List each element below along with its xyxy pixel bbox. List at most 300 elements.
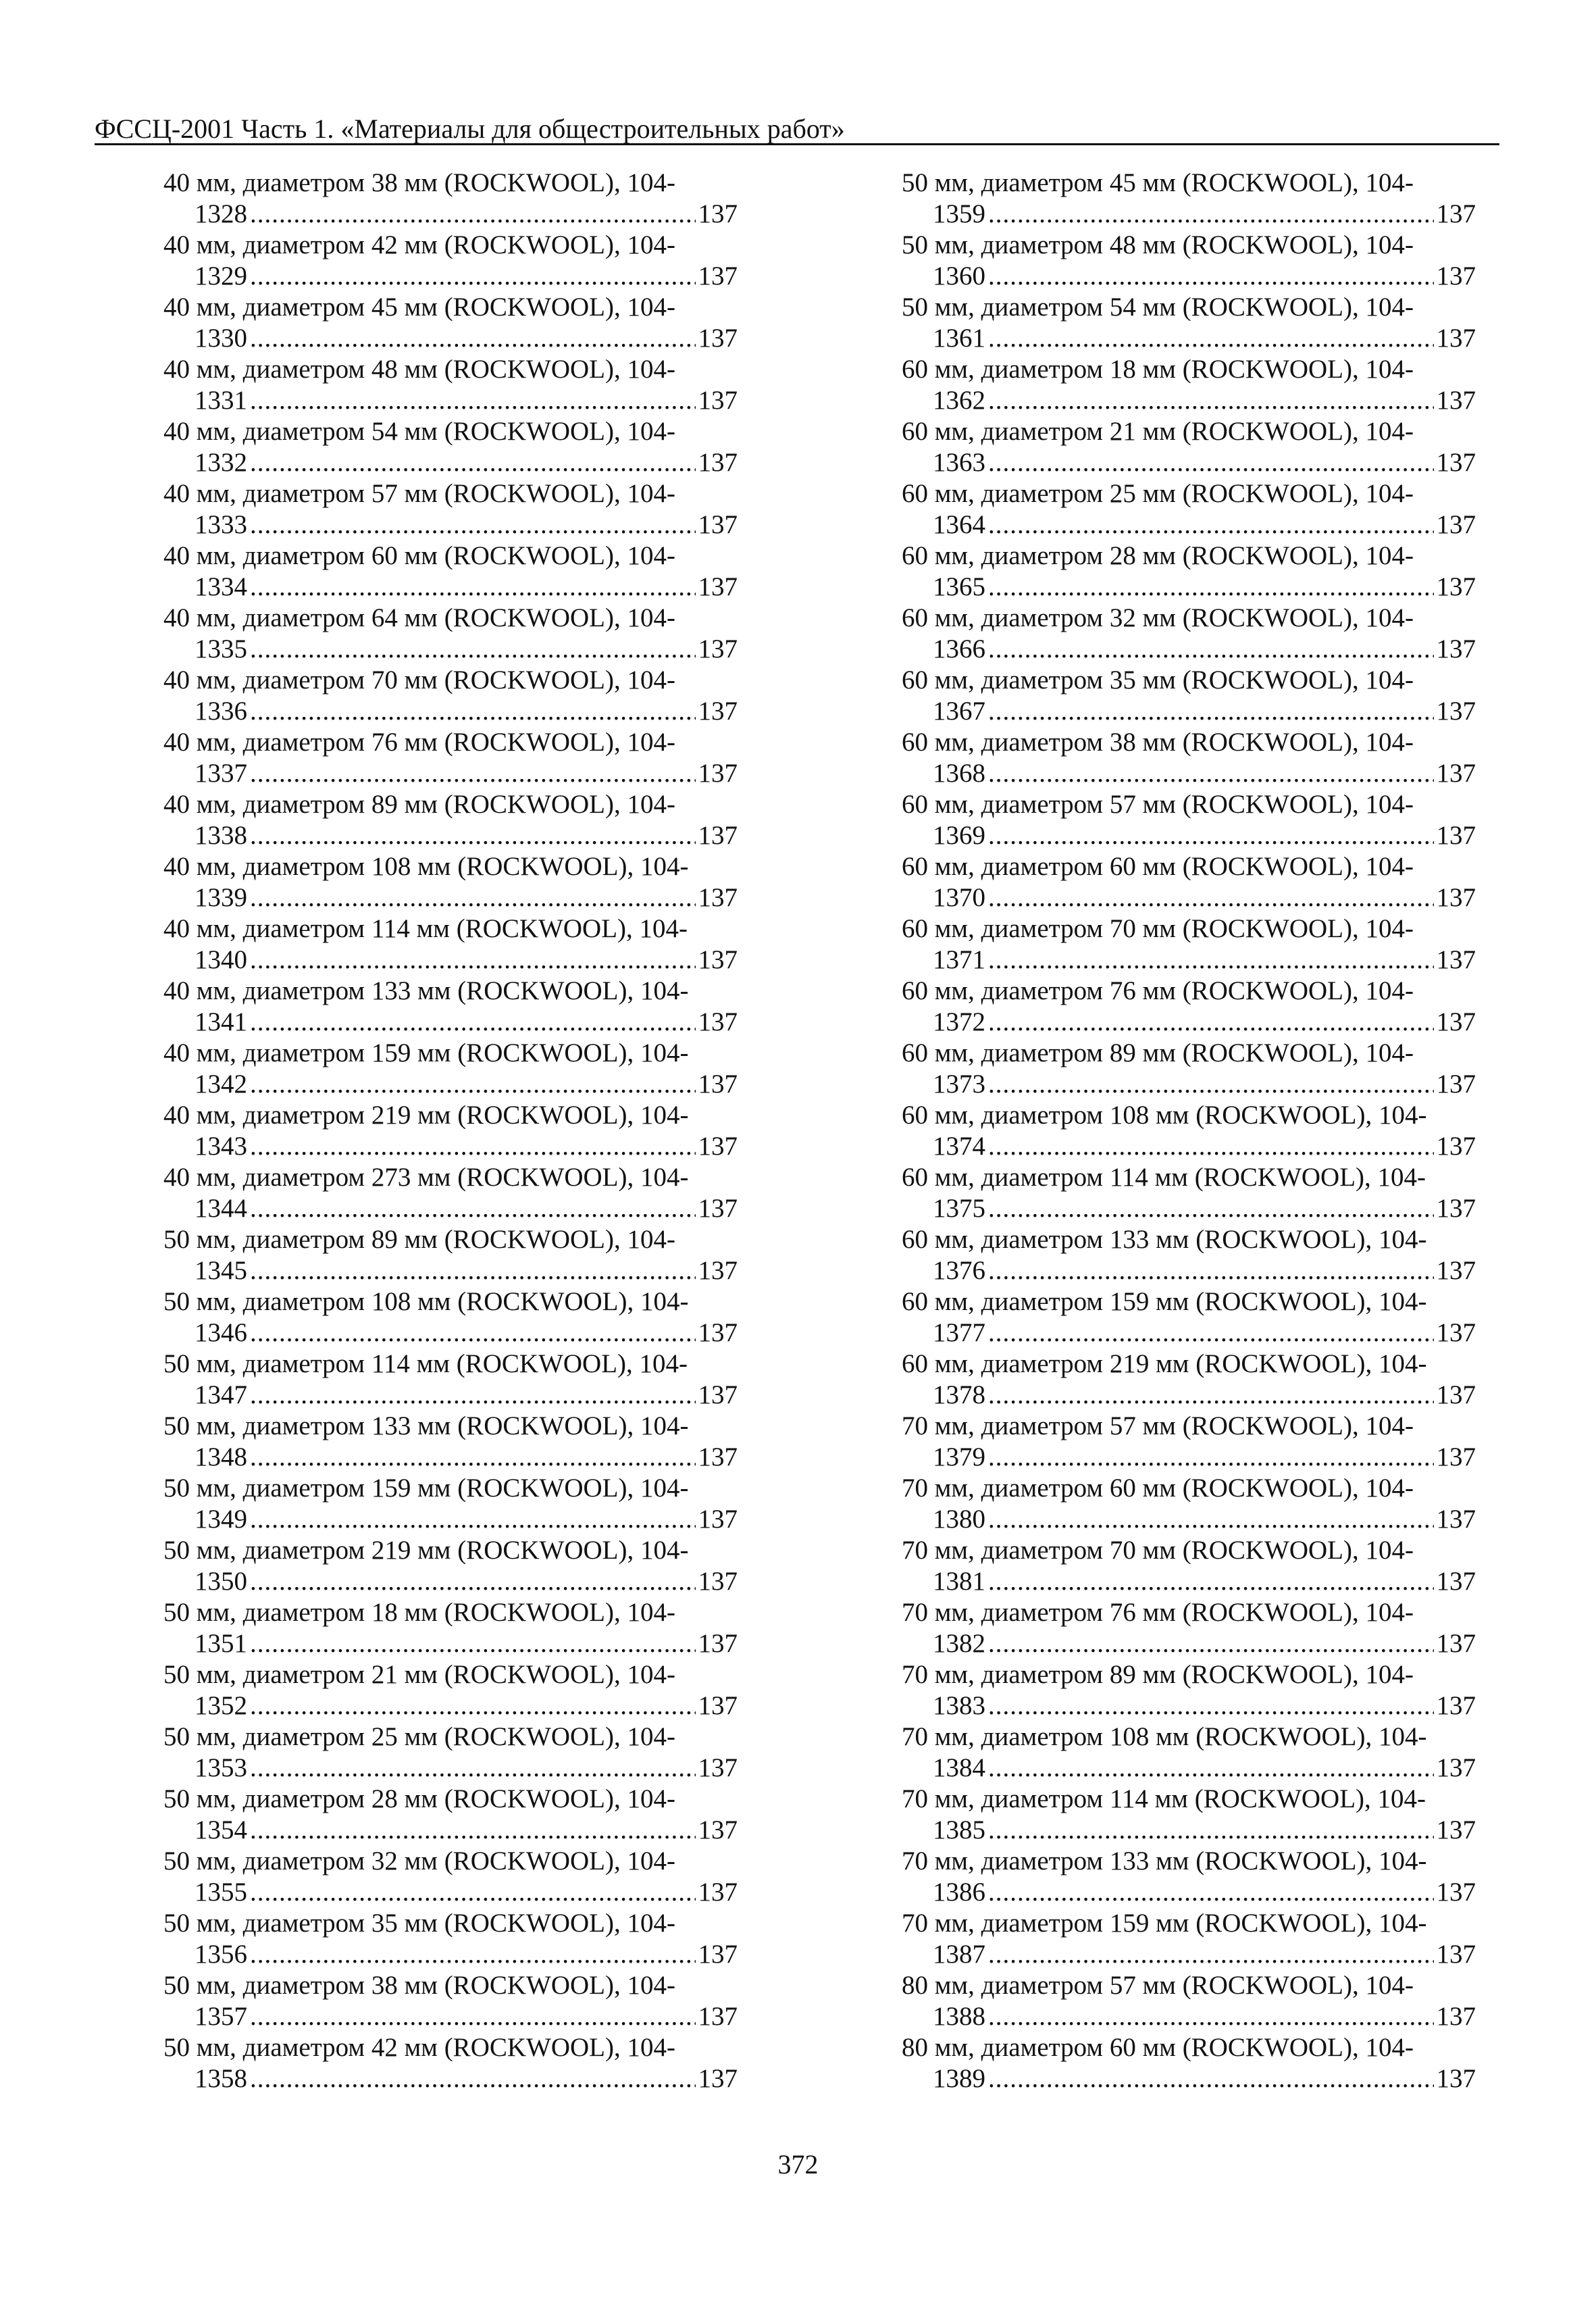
entry-code: 1379 (933, 1442, 985, 1472)
entry-page-number: 137 (698, 510, 738, 539)
entry-page-number: 137 (1436, 1691, 1476, 1720)
dot-leader (250, 882, 696, 913)
entry-page-number: 137 (698, 1691, 738, 1720)
index-entry (902, 416, 1476, 478)
index-entry (163, 603, 738, 665)
index-entry (163, 1411, 738, 1473)
entry-title: 70 мм, диаметром 159 мм (ROCKWOOL), 104- (902, 1909, 1427, 1938)
entry-reference-line (902, 572, 1476, 603)
dot-leader (988, 572, 1434, 603)
index-entry (902, 1659, 1476, 1721)
entry-page-number: 137 (1436, 1318, 1476, 1347)
entry-title: 50 мм, диаметром 114 мм (ROCKWOOL), 104- (163, 1349, 688, 1378)
entry-page-number: 137 (698, 759, 738, 788)
entry-page-number: 137 (1436, 2002, 1476, 2031)
index-entry (163, 1473, 738, 1535)
entry-title: 40 мм, диаметром 38 мм (ROCKWOOL), 104- (163, 168, 675, 197)
index-entry (163, 168, 738, 230)
entry-reference-line (902, 1877, 1476, 1908)
dot-leader (250, 820, 696, 851)
entry-page-number: 137 (1436, 1070, 1476, 1099)
entry-code: 1349 (195, 1505, 247, 1534)
entry-code: 1344 (195, 1194, 247, 1223)
entry-title: 50 мм, диаметром 133 мм (ROCKWOOL), 104- (163, 1411, 689, 1440)
entry-reference-line (163, 2001, 738, 2032)
entry-page-number: 137 (1436, 1194, 1476, 1223)
index-entry (902, 168, 1476, 230)
entry-reference-line (902, 2063, 1476, 2094)
entry-reference-line (163, 1566, 738, 1597)
entry-title: 40 мм, диаметром 114 мм (ROCKWOOL), 104- (163, 914, 688, 943)
index-entry (902, 1846, 1476, 1908)
entry-title: 40 мм, диаметром 42 мм (ROCKWOOL), 104- (163, 230, 675, 259)
entry-reference-line (902, 1442, 1476, 1473)
entry-page-number: 137 (698, 1256, 738, 1285)
entry-page-number: 137 (698, 2002, 738, 2031)
entry-code: 1372 (933, 1007, 985, 1036)
entry-code: 1346 (195, 1318, 247, 1347)
index-entry (902, 1535, 1476, 1597)
entry-page-number: 137 (1436, 1753, 1476, 1782)
index-entry (163, 727, 738, 789)
entry-code: 1374 (933, 1132, 985, 1161)
entry-reference-line (163, 447, 738, 478)
entry-page-number: 137 (698, 821, 738, 850)
index-entry (163, 292, 738, 354)
entry-page-number: 137 (698, 945, 738, 974)
entry-page-number: 137 (698, 386, 738, 415)
entry-title: 40 мм, диаметром 57 мм (ROCKWOOL), 104- (163, 479, 675, 508)
entry-code: 1339 (195, 883, 247, 912)
entry-page-number: 137 (698, 2064, 738, 2093)
entry-code: 1365 (933, 572, 985, 601)
index-entry (163, 1908, 738, 1970)
entry-title: 40 мм, диаметром 76 мм (ROCKWOOL), 104- (163, 728, 675, 757)
entry-code: 1340 (195, 945, 247, 974)
dot-leader (250, 1317, 696, 1349)
entry-code: 1350 (195, 1567, 247, 1596)
entry-reference-line (902, 696, 1476, 727)
entry-title: 40 мм, диаметром 48 мм (ROCKWOOL), 104- (163, 355, 675, 384)
entry-reference-line (902, 1069, 1476, 1100)
index-entry (163, 416, 738, 478)
entry-code: 1358 (195, 2064, 247, 2093)
entry-code: 1335 (195, 634, 247, 663)
entry-code: 1367 (933, 697, 985, 726)
entry-title: 50 мм, диаметром 108 мм (ROCKWOOL), 104- (163, 1287, 689, 1316)
entry-code: 1331 (195, 386, 247, 415)
entry-reference-line (163, 1442, 738, 1473)
entry-code: 1385 (933, 1815, 985, 1844)
entry-page-number: 137 (1436, 1567, 1476, 1596)
entry-page-number: 137 (698, 1505, 738, 1534)
entry-reference-line (902, 1815, 1476, 1846)
index-entry (902, 603, 1476, 665)
dot-leader (250, 1753, 696, 1784)
entry-code: 1354 (195, 1815, 247, 1844)
entry-code: 1373 (933, 1070, 985, 1099)
entry-code: 1366 (933, 634, 985, 663)
dot-leader (988, 945, 1434, 976)
dot-leader (250, 1690, 696, 1721)
entry-title: 70 мм, диаметром 108 мм (ROCKWOOL), 104- (902, 1722, 1427, 1751)
dot-leader (250, 1504, 696, 1535)
index-entry (163, 1286, 738, 1349)
entry-reference-line (902, 447, 1476, 478)
entry-code: 1387 (933, 1940, 985, 1969)
entry-title: 60 мм, диаметром 28 мм (ROCKWOOL), 104- (902, 541, 1414, 570)
entry-reference-line (902, 1753, 1476, 1784)
entry-reference-line (902, 882, 1476, 913)
entry-page-number: 137 (698, 1070, 738, 1099)
entry-code: 1347 (195, 1380, 247, 1409)
entry-title: 60 мм, диаметром 60 мм (ROCKWOOL), 104- (902, 852, 1414, 881)
entry-code: 1371 (933, 945, 985, 974)
entry-title: 50 мм, диаметром 38 мм (ROCKWOOL), 104- (163, 1971, 675, 2000)
entry-page-number: 137 (698, 697, 738, 726)
entry-title: 50 мм, диаметром 21 мм (ROCKWOOL), 104- (163, 1660, 675, 1689)
dot-leader (250, 1131, 696, 1162)
dot-leader (250, 1193, 696, 1224)
entry-code: 1342 (195, 1070, 247, 1099)
entry-page-number: 137 (698, 1567, 738, 1596)
dot-leader (250, 1939, 696, 1970)
entry-reference-line (902, 323, 1476, 354)
index-entry (163, 1597, 738, 1659)
index-entry (902, 727, 1476, 789)
entry-page-number: 137 (1436, 199, 1476, 228)
entry-reference-line (163, 1690, 738, 1721)
index-entry (163, 1535, 738, 1597)
index-entry (163, 1349, 738, 1411)
entry-reference-line (163, 820, 738, 851)
entry-code: 1338 (195, 821, 247, 850)
entry-page-number: 137 (698, 1815, 738, 1844)
dot-leader (250, 1628, 696, 1659)
entry-reference-line (902, 261, 1476, 292)
entry-page-number: 137 (698, 1629, 738, 1658)
entry-page-number: 137 (1436, 572, 1476, 601)
dot-leader (988, 1193, 1434, 1224)
entry-code: 1343 (195, 1132, 247, 1161)
dot-leader (988, 882, 1434, 913)
entry-code: 1363 (933, 448, 985, 477)
index-entry (902, 354, 1476, 416)
dot-leader (988, 1255, 1434, 1286)
entry-code: 1381 (933, 1567, 985, 1596)
entry-title: 60 мм, диаметром 159 мм (ROCKWOOL), 104- (902, 1287, 1427, 1316)
dot-leader (988, 1131, 1434, 1162)
entry-reference-line (902, 1317, 1476, 1349)
entry-code: 1375 (933, 1194, 985, 1223)
entry-page-number: 137 (1436, 448, 1476, 477)
entry-title: 70 мм, диаметром 76 мм (ROCKWOOL), 104- (902, 1598, 1414, 1627)
entry-title: 50 мм, диаметром 54 мм (ROCKWOOL), 104- (902, 293, 1414, 322)
dot-leader (250, 261, 696, 292)
entry-code: 1341 (195, 1007, 247, 1036)
entry-page-number: 137 (1436, 1132, 1476, 1161)
index-entry (902, 1100, 1476, 1162)
dot-leader (988, 1815, 1434, 1846)
entry-reference-line (163, 634, 738, 665)
entry-code: 1386 (933, 1878, 985, 1907)
entry-page-number: 137 (1436, 697, 1476, 726)
dot-leader (988, 1442, 1434, 1473)
index-entry (163, 478, 738, 540)
entry-code: 1383 (933, 1691, 985, 1720)
entry-page-number: 137 (1436, 1007, 1476, 1036)
index-entry (902, 1162, 1476, 1224)
entry-code: 1389 (933, 2064, 985, 2093)
entry-title: 50 мм, диаметром 18 мм (ROCKWOOL), 104- (163, 1598, 675, 1627)
dot-leader (250, 758, 696, 789)
dot-leader (250, 1815, 696, 1846)
entry-title: 50 мм, диаметром 48 мм (ROCKWOOL), 104- (902, 230, 1414, 259)
running-header: ФССЦ-2001 Часть 1. «Материалы для общестроительных работ» (95, 114, 845, 144)
dot-leader (250, 1380, 696, 1411)
entry-page-number: 137 (698, 1940, 738, 1969)
dot-leader (250, 2063, 696, 2094)
index-entry (163, 1970, 738, 2032)
entry-page-number: 137 (698, 1442, 738, 1472)
index-entry (902, 1349, 1476, 1411)
entry-page-number: 137 (1436, 1256, 1476, 1285)
dot-leader (988, 323, 1434, 354)
entry-title: 60 мм, диаметром 35 мм (ROCKWOOL), 104- (902, 665, 1414, 695)
entry-title: 50 мм, диаметром 32 мм (ROCKWOOL), 104- (163, 1846, 675, 1876)
index-entry (902, 913, 1476, 976)
entry-title: 60 мм, диаметром 89 мм (ROCKWOOL), 104- (902, 1038, 1414, 1067)
dot-leader (250, 1007, 696, 1038)
entry-code: 1370 (933, 883, 985, 912)
entry-code: 1368 (933, 759, 985, 788)
index-column-right (902, 168, 1476, 2094)
dot-leader (988, 1007, 1434, 1038)
entry-title: 40 мм, диаметром 273 мм (ROCKWOOL), 104- (163, 1163, 689, 1192)
entry-reference-line (163, 1504, 738, 1535)
index-entry (902, 2032, 1476, 2094)
entry-title: 60 мм, диаметром 18 мм (ROCKWOOL), 104- (902, 355, 1414, 384)
index-entry (163, 354, 738, 416)
index-entry (902, 1721, 1476, 1784)
entry-page-number: 137 (698, 324, 738, 353)
dot-leader (988, 1753, 1434, 1784)
entry-title: 70 мм, диаметром 114 мм (ROCKWOOL), 104- (902, 1784, 1426, 1813)
entry-reference-line (902, 1690, 1476, 1721)
entry-title: 50 мм, диаметром 28 мм (ROCKWOOL), 104- (163, 1784, 675, 1813)
index-entry (163, 1038, 738, 1100)
entry-title: 40 мм, диаметром 60 мм (ROCKWOOL), 104- (163, 541, 675, 570)
entry-reference-line (163, 323, 738, 354)
entry-page-number: 137 (698, 1007, 738, 1036)
entry-code: 1334 (195, 572, 247, 601)
entry-code: 1337 (195, 759, 247, 788)
entry-reference-line (163, 758, 738, 789)
entry-title: 80 мм, диаметром 57 мм (ROCKWOOL), 104- (902, 1971, 1414, 2000)
entry-reference-line (902, 1628, 1476, 1659)
entry-title: 60 мм, диаметром 76 мм (ROCKWOOL), 104- (902, 976, 1414, 1005)
dot-leader (988, 2001, 1434, 2032)
entry-reference-line (163, 509, 738, 540)
entry-reference-line (163, 1939, 738, 1970)
entry-code: 1382 (933, 1629, 985, 1658)
entry-page-number: 137 (1436, 1878, 1476, 1907)
index-entry (902, 1224, 1476, 1286)
index-entry (163, 1162, 738, 1224)
entry-code: 1369 (933, 821, 985, 850)
entry-page-number: 137 (698, 261, 738, 291)
dot-leader (250, 1069, 696, 1100)
entry-page-number: 137 (698, 1380, 738, 1409)
entry-title: 70 мм, диаметром 57 мм (ROCKWOOL), 104- (902, 1411, 1414, 1440)
dot-leader (250, 447, 696, 478)
entry-title: 50 мм, диаметром 25 мм (ROCKWOOL), 104- (163, 1722, 675, 1751)
dot-leader (988, 509, 1434, 540)
dot-leader (988, 447, 1434, 478)
entry-code: 1351 (195, 1629, 247, 1658)
entry-page-number: 137 (698, 572, 738, 601)
dot-leader (250, 1442, 696, 1473)
entry-title: 40 мм, диаметром 89 мм (ROCKWOOL), 104- (163, 790, 675, 819)
index-entry (163, 1846, 738, 1908)
entry-page-number: 137 (698, 1132, 738, 1161)
entry-page-number: 137 (1436, 1629, 1476, 1658)
entry-code: 1355 (195, 1878, 247, 1907)
index-entry (902, 478, 1476, 540)
entry-title: 40 мм, диаметром 54 мм (ROCKWOOL), 104- (163, 417, 675, 446)
entry-page-number: 137 (698, 448, 738, 477)
entry-reference-line (902, 509, 1476, 540)
entry-title: 50 мм, диаметром 42 мм (ROCKWOOL), 104- (163, 2033, 675, 2062)
index-entry (902, 976, 1476, 1038)
index-entry (902, 1784, 1476, 1846)
entry-title: 70 мм, диаметром 70 мм (ROCKWOOL), 104- (902, 1536, 1414, 1565)
entry-title: 40 мм, диаметром 45 мм (ROCKWOOL), 104- (163, 293, 675, 322)
entry-code: 1330 (195, 324, 247, 353)
entry-reference-line (902, 2001, 1476, 2032)
index-entry (163, 1784, 738, 1846)
dot-leader (250, 696, 696, 727)
index-entry (163, 851, 738, 913)
index-column-left (163, 168, 738, 2094)
entry-page-number: 137 (1436, 324, 1476, 353)
entry-title: 60 мм, диаметром 114 мм (ROCKWOOL), 104- (902, 1163, 1426, 1192)
entry-page-number: 137 (1436, 1505, 1476, 1534)
entry-title: 40 мм, диаметром 70 мм (ROCKWOOL), 104- (163, 665, 675, 695)
entry-code: 1357 (195, 2002, 247, 2031)
dot-leader (250, 1877, 696, 1908)
entry-title: 60 мм, диаметром 21 мм (ROCKWOOL), 104- (902, 417, 1414, 446)
index-entry (902, 540, 1476, 603)
header-rule (95, 143, 1499, 145)
entry-page-number: 137 (698, 1318, 738, 1347)
entry-page-number: 137 (1436, 1380, 1476, 1409)
entry-reference-line (902, 820, 1476, 851)
entry-reference-line (163, 1193, 738, 1224)
entry-code: 1352 (195, 1691, 247, 1720)
index-entry (902, 292, 1476, 354)
index-entry (163, 976, 738, 1038)
entry-reference-line (163, 1628, 738, 1659)
entry-reference-line (163, 1131, 738, 1162)
entry-title: 50 мм, диаметром 89 мм (ROCKWOOL), 104- (163, 1225, 675, 1254)
entry-title: 50 мм, диаметром 159 мм (ROCKWOOL), 104- (163, 1474, 689, 1503)
entry-title: 60 мм, диаметром 133 мм (ROCKWOOL), 104- (902, 1225, 1427, 1254)
entry-code: 1362 (933, 386, 985, 415)
entry-code: 1378 (933, 1380, 985, 1409)
dot-leader (988, 2063, 1434, 2094)
dot-leader (250, 572, 696, 603)
entry-reference-line (163, 1877, 738, 1908)
dot-leader (250, 323, 696, 354)
entry-code: 1359 (933, 199, 985, 228)
index-entry (902, 1038, 1476, 1100)
dot-leader (250, 1566, 696, 1597)
dot-leader (250, 199, 696, 230)
index-entry (902, 230, 1476, 292)
entry-title: 60 мм, диаметром 25 мм (ROCKWOOL), 104- (902, 479, 1414, 508)
entry-reference-line (163, 261, 738, 292)
entry-page-number: 137 (1436, 386, 1476, 415)
dot-leader (988, 820, 1434, 851)
index-entry (163, 1659, 738, 1721)
entry-code: 1360 (933, 261, 985, 291)
entry-reference-line (902, 1131, 1476, 1162)
entry-page-number: 137 (698, 199, 738, 228)
dot-leader (988, 1628, 1434, 1659)
entry-reference-line (902, 1380, 1476, 1411)
entry-page-number: 137 (1436, 821, 1476, 850)
entry-reference-line (163, 1380, 738, 1411)
entry-title: 60 мм, диаметром 70 мм (ROCKWOOL), 104- (902, 914, 1414, 943)
entry-code: 1376 (933, 1256, 985, 1285)
entry-page-number: 137 (698, 634, 738, 663)
dot-leader (988, 634, 1434, 665)
entry-reference-line (163, 2063, 738, 2094)
entry-reference-line (902, 1566, 1476, 1597)
entry-reference-line (902, 1504, 1476, 1535)
index-entry (902, 851, 1476, 913)
entry-reference-line (163, 882, 738, 913)
dot-leader (988, 1504, 1434, 1535)
entry-reference-line (163, 1069, 738, 1100)
index-entry (163, 913, 738, 976)
index-entry (902, 1286, 1476, 1349)
index-entry (163, 1721, 738, 1784)
dot-leader (250, 509, 696, 540)
entry-code: 1328 (195, 199, 247, 228)
dot-leader (988, 758, 1434, 789)
entry-reference-line (163, 1007, 738, 1038)
index-entry (902, 1908, 1476, 1970)
entry-title: 40 мм, диаметром 64 мм (ROCKWOOL), 104- (163, 603, 675, 632)
dot-leader (250, 634, 696, 665)
entry-title: 60 мм, диаметром 32 мм (ROCKWOOL), 104- (902, 603, 1414, 632)
entry-page-number: 137 (1436, 510, 1476, 539)
entry-code: 1329 (195, 261, 247, 291)
dot-leader (988, 1566, 1434, 1597)
entry-reference-line (902, 1255, 1476, 1286)
entry-page-number: 137 (1436, 1940, 1476, 1969)
entry-page-number: 137 (1436, 945, 1476, 974)
entry-title: 40 мм, диаметром 159 мм (ROCKWOOL), 104- (163, 1038, 689, 1067)
entry-code: 1353 (195, 1753, 247, 1782)
index-entry (163, 789, 738, 851)
dot-leader (988, 1069, 1434, 1100)
entry-code: 1356 (195, 1940, 247, 1969)
entry-reference-line (163, 1815, 738, 1846)
entry-page-number: 137 (1436, 261, 1476, 291)
